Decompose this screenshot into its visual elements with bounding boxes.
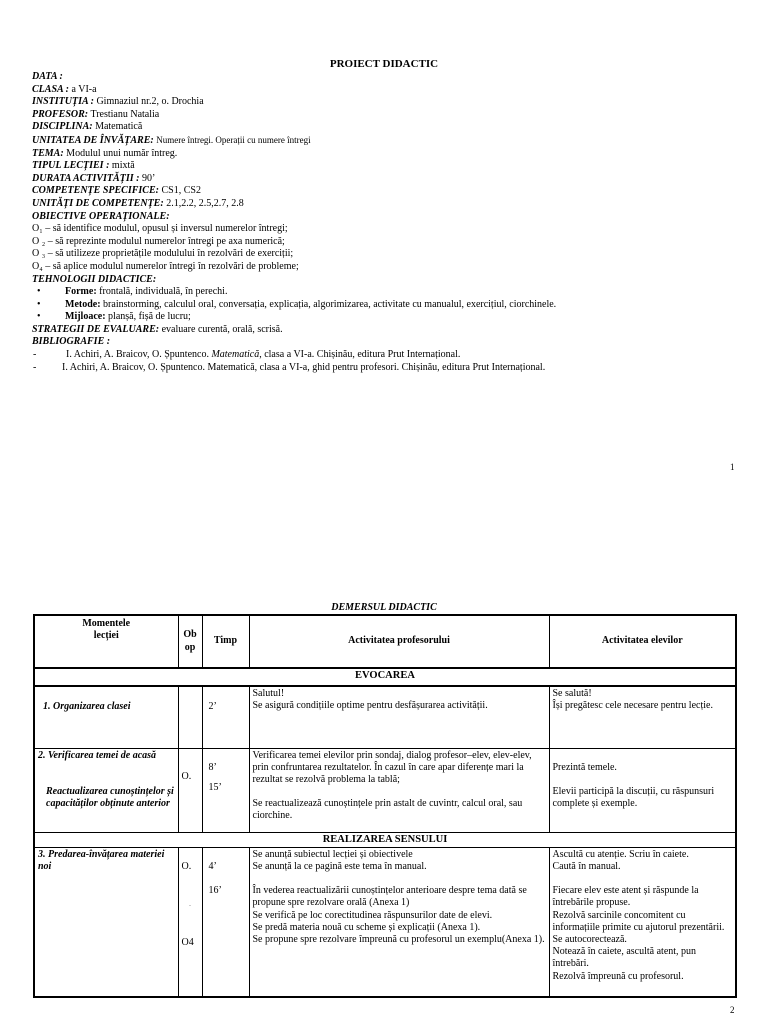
elevi-text: Ascultă cu atenție. Scriu în caiete.: [552, 848, 689, 860]
ob-cell: O.: [181, 860, 192, 872]
prof-text: Se anunță la ce pagină este tema în manual.: [252, 860, 427, 872]
field-strategii: STRATEGII DE EVALUARE: evaluare curentă, orală, scrisă.: [32, 323, 283, 335]
field-tema: TEMA: Modulul unui număr întreg.: [32, 147, 178, 159]
time-cell: 4’: [208, 860, 217, 872]
time-cell: 16’: [208, 884, 222, 896]
lesson-table: [33, 614, 737, 998]
moment-predarea: 3. Predarea-învățarea materiei noi: [38, 848, 165, 872]
field-competente: COMPETENȚE SPECIFICE: CS1, CS2: [32, 185, 201, 197]
ob-cell: O4: [181, 937, 194, 949]
table-header-row: [34, 615, 736, 668]
header-profesor: Activitatea profesorului: [249, 615, 549, 668]
ob-cell: O.: [178, 748, 202, 832]
field-unitati: UNITĂȚI DE COMPETENȚE: 2.1,2.2, 2.5,2.7, 2.8: [32, 197, 244, 209]
elevi-text: Rezolvă sarcinile concomitent cu informațiile primite cu ajutorul prezentării. Se autocorectează.: [552, 909, 725, 945]
table-row: [34, 748, 736, 832]
prof-text: Verificarea temei elevilor prin sondaj, dialog profesor–elev, elev-elev, prin confruntarea rezultatelor. În cazul în care apar diferențe mari la rezultat se rezolvă problema la tablă;: [252, 749, 532, 785]
objective-2: O ₂ – să reprezinte modulul numerelor întregi pe axa numerică;: [32, 235, 285, 247]
tech-mijloace: • Mijloace: planșă, fișă de lucru;: [32, 311, 752, 324]
field-clasa: CLASA : a VI-a: [32, 83, 97, 95]
bibliography-item-1: - I. Achiri, A. Braicov, O. Șpuntenco. Matematică, clasa a VI-a. Chișinău, editura Prut Internațional.: [32, 349, 752, 362]
page-1: [0, 0, 768, 490]
field-bibliografie: BIBLIOGRAFIE :: [32, 336, 111, 348]
project-metadata: [32, 71, 752, 374]
prof-text: În vederea reactualizării cunoștințelor anterioare despre tema dată se propune spre rezolvare orală (Anexa 1): [252, 885, 527, 909]
prof-text: Se asigură condițiile optime pentru desfășurarea activității.: [252, 700, 488, 712]
moment-organizarea: 1. Organizarea clasei: [43, 701, 131, 712]
ob-cell: .: [189, 901, 191, 908]
field-durata: DURATA ACTIVITĂȚII : 90’: [32, 172, 156, 184]
elevi-text: Își pregătesc cele necesare pentru lecție.: [552, 700, 713, 712]
prof-text: Se anunță subiectul lecției și obiectivele: [252, 848, 413, 860]
tech-metode: • Metode: brainstorming, calculul oral, conversația, explicația, algorimizarea, activitate cu manualul, exercițiul, ciorchinele.: [32, 299, 752, 312]
moment-verificarea: 2. Verificarea temei de acasă: [38, 749, 157, 761]
elevi-text: Se salută!: [552, 688, 592, 699]
elevi-text: Fiecare elev este atent și răspunde la întrebările propuse.: [552, 885, 699, 909]
elevi-text: Elevii participă la discuții, cu răspunsuri complete și exemple.: [552, 785, 715, 809]
header-ob: Ob op: [178, 615, 202, 668]
prof-text: Se propune spre rezolvare împreună cu profesorul un exemplu(Anexa 1).: [252, 933, 545, 945]
section-evocarea: EVOCAREA: [34, 668, 736, 686]
document-title: PROIECT DIDACTIC: [329, 58, 439, 70]
tech-forme: • Forme: frontală, individuală, în perechi.: [32, 286, 752, 299]
time-cell: 8’: [208, 761, 217, 773]
elevi-text: Rezolvă împreună cu profesorul.: [552, 970, 684, 982]
field-profesor: PROFESOR: Trestianu Natalia: [32, 108, 160, 120]
page-number-1: 1: [730, 462, 735, 472]
table-row: [34, 686, 736, 748]
prof-text: Se predă materia nouă cu scheme și explicații (Anexa 1).: [252, 921, 481, 933]
bibliography-item-2: - I. Achiri, A. Braicov, O. Șpuntenco. Matematică, clasa a VI-a, ghid pentru profesori. Chișinău, editura Prut Internațional.: [32, 362, 752, 375]
section-title: DEMERSUL DIDACTIC: [331, 602, 437, 613]
page-number-2: 2: [730, 1005, 735, 1015]
objective-4: O₄ – să aplice modulul numerelor întregi în rezolvări de probleme;: [32, 260, 299, 272]
elevi-text: Prezintă temele.: [552, 761, 617, 773]
field-obiective: OBIECTIVE OPERAȚIONALE:: [32, 210, 170, 222]
objective-3: O ₃ – să utilizeze proprietățile modulului în rezolvări de exerciții;: [32, 248, 294, 260]
section-realizarea: REALIZAREA SENSULUI: [34, 832, 736, 847]
field-institutia: INSTITUȚIA : Gimnaziul nr.2, o. Drochia: [32, 96, 204, 108]
prof-text: Se verifică pe loc corectitudinea răspunsurilor date de elevi.: [252, 909, 493, 921]
header-elevi: Activitatea elevilor: [549, 615, 736, 668]
elevi-text: Notează în caiete, ascultă atent, pun întrebări.: [552, 946, 697, 970]
field-disciplina: DISCIPLINA: Matematică: [32, 121, 143, 133]
moment-reactualizarea: Reactualizarea cunoștințelor și capacităților obținute anterior: [46, 785, 174, 809]
field-unitatea: UNITATEA DE ÎNVĂȚARE: Numere întregi. Operații cu numere întregi: [32, 134, 311, 146]
prof-text: Se reactualizează cunoștințele prin astalt de cuvintr, calcul oral, sau ciorchine.: [252, 798, 523, 822]
section-row-evocarea: [34, 668, 736, 686]
objective-1: O₁ – să identifice modulul, opusul și inversul numerelor întregi;: [32, 223, 288, 235]
time-cell: 2’: [202, 686, 249, 748]
field-tehnologii: TEHNOLOGII DIDACTICE:: [32, 273, 157, 285]
elevi-text: Caută în manual.: [552, 860, 621, 872]
field-tipul: TIPUL LECȚIEI : mixtă: [32, 160, 135, 172]
field-data: DATA :: [32, 71, 63, 82]
prof-text: Salutul!: [252, 688, 285, 699]
time-cell: 15’: [208, 781, 222, 793]
header-timp: Timp: [202, 615, 249, 668]
section-row-realizarea: [34, 832, 736, 847]
table-row: [34, 847, 736, 997]
header-moment: Momentele lecției: [34, 615, 178, 668]
